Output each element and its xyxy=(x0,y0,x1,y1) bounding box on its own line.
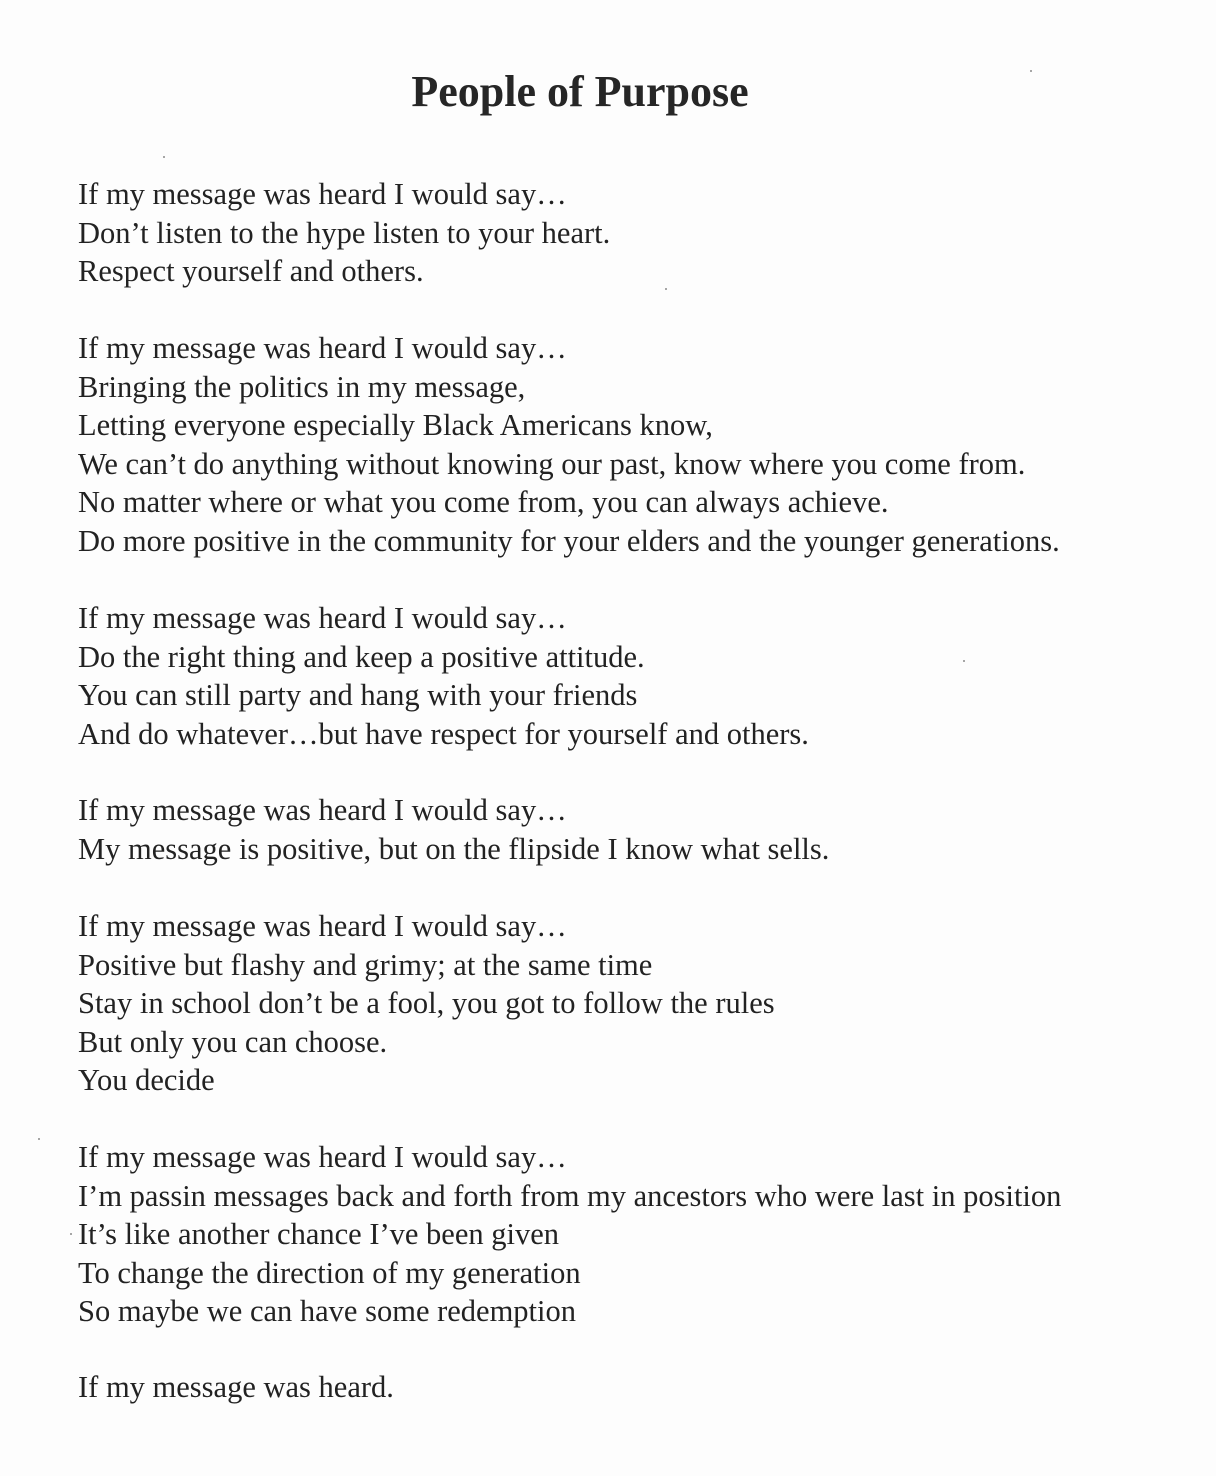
poem-line: We can’t do anything without knowing our past, know where you come from. xyxy=(78,446,1026,481)
scan-speck xyxy=(70,1233,72,1235)
poem-line: If my message was heard I would say… xyxy=(78,1140,567,1174)
stanza-6 xyxy=(78,1138,1061,1331)
stanza-4 xyxy=(78,791,829,868)
poem-title: People of Purpose xyxy=(411,67,749,116)
poem-line: Do the right thing and keep a positive attitude. xyxy=(78,639,645,674)
scan-speck xyxy=(665,288,667,290)
stanza-5 xyxy=(78,907,775,1100)
poem-line: Do more positive in the community for your elders and the younger generations. xyxy=(78,523,1060,558)
scan-speck xyxy=(38,1138,40,1140)
scan-speck xyxy=(163,156,165,158)
poem-line: If my message was heard I would say… xyxy=(78,177,567,211)
poem-line: If my message was heard I would say… xyxy=(78,793,567,827)
stanza-1 xyxy=(78,175,610,291)
poem-line: Don’t listen to the hype listen to your heart. xyxy=(78,215,611,250)
poem-line: My message is positive, but on the flipside I know what sells. xyxy=(78,831,830,866)
poem-line: If my message was heard. xyxy=(78,1370,394,1404)
poem-line: You decide xyxy=(78,1063,215,1097)
scan-speck xyxy=(1030,70,1032,72)
poem-line: If my message was heard I would say… xyxy=(78,601,567,635)
poem-line: I’m passin messages back and forth from my ancestors who were last in position xyxy=(78,1178,1062,1213)
scan-speck xyxy=(963,660,965,662)
poem-line: But only you can choose. xyxy=(78,1024,388,1059)
poem-line: No matter where or what you come from, you can always achieve. xyxy=(78,485,889,519)
poem-line: Bringing the politics in my message, xyxy=(78,369,526,404)
stanza-7 xyxy=(78,1368,394,1407)
poem-line: You can still party and hang with your friends xyxy=(78,678,638,712)
stanza-2 xyxy=(78,329,1060,560)
poem-line: To change the direction of my generation xyxy=(78,1255,581,1290)
poem-line: Respect yourself and others. xyxy=(78,254,424,288)
poem-line: If my message was heard I would say… xyxy=(78,331,567,365)
poem-line: Letting everyone especially Black Americans know, xyxy=(78,408,713,442)
poem-line: Positive but flashy and grimy; at the same time xyxy=(78,947,653,982)
poem-line: Stay in school don’t be a fool, you got to follow the rules xyxy=(78,986,775,1020)
poem-line: And do whatever…but have respect for yourself and others. xyxy=(78,716,809,751)
poem-line: So maybe we can have some redemption xyxy=(78,1294,577,1328)
stanza-3 xyxy=(78,599,809,753)
poem-line: It’s like another chance I’ve been given xyxy=(78,1217,560,1251)
poem-line: If my message was heard I would say… xyxy=(78,909,567,943)
